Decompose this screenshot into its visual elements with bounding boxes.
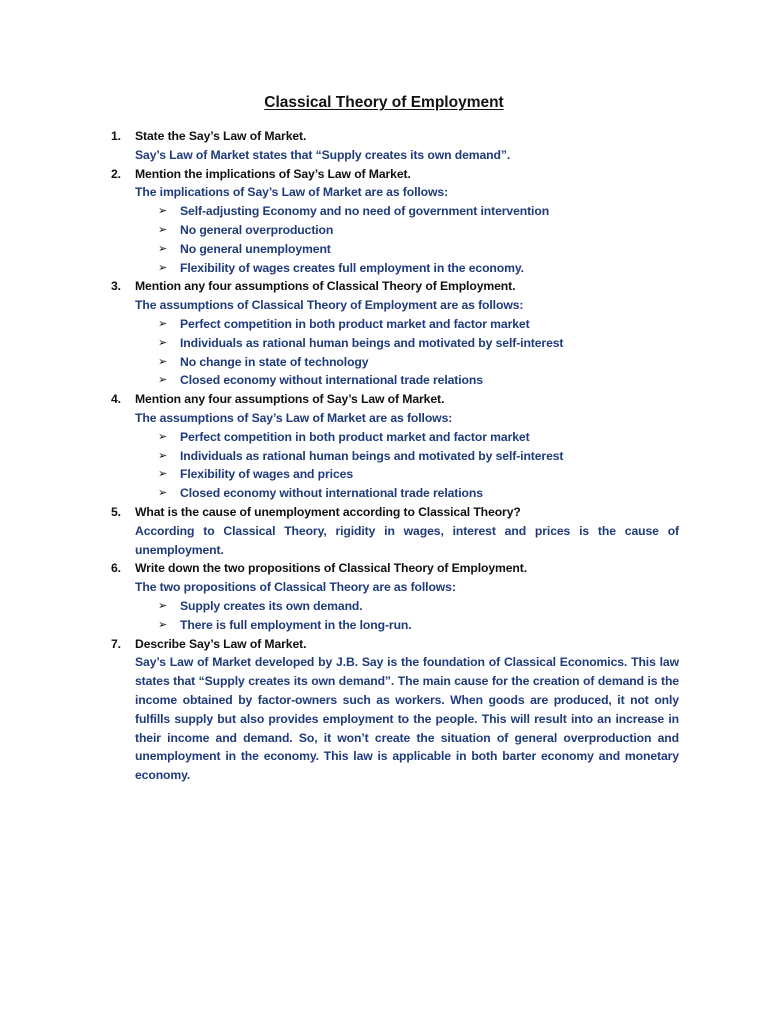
answer-text: The two propositions of Classical Theory are as follows:: [135, 580, 456, 595]
arrow-bullet-icon: ➢: [158, 354, 168, 368]
answer-text: Say’s Law of Market states that “Supply creates its own demand”.: [135, 147, 511, 162]
bullet-text: Closed economy without international trade relations: [180, 486, 483, 501]
bullet-item: [109, 371, 679, 390]
question: [109, 165, 679, 184]
question-item: [109, 503, 679, 559]
bullet-text: Perfect competition in both product market and factor market: [180, 429, 530, 444]
question: [109, 503, 679, 522]
bullet-item: [109, 240, 679, 259]
document-title: [0, 94, 768, 112]
question: [109, 127, 679, 146]
bullet-text: Individuals as rational human beings and motivated by self-interest: [180, 335, 564, 350]
arrow-bullet-icon: ➢: [158, 467, 168, 481]
arrow-bullet-icon: ➢: [158, 448, 168, 462]
question-text: Write down the two propositions of Classical Theory of Employment.: [135, 561, 528, 576]
bullet-item: [109, 315, 679, 334]
bullet-item: [109, 353, 679, 372]
question-text: Mention the implications of Say’s Law of Market.: [135, 166, 411, 181]
answer-text: The assumptions of Say’s Law of Market are as follows:: [135, 410, 453, 425]
bullet-item: [109, 259, 679, 278]
question-text: Describe Say’s Law of Market.: [135, 636, 307, 651]
bullet-item: [109, 202, 679, 221]
question-number: 5.: [111, 504, 121, 519]
question-item: [109, 165, 679, 278]
question: [109, 390, 679, 409]
arrow-bullet-icon: ➢: [158, 204, 168, 218]
bullet-text: There is full employment in the long-run.: [180, 617, 412, 632]
bullet-text: Flexibility of wages and prices: [180, 467, 353, 482]
question-number: 2.: [111, 166, 121, 181]
bullet-text: Flexibility of wages creates full employment in the economy.: [180, 260, 524, 275]
question-text: What is the cause of unemployment according to Classical Theory?: [135, 504, 521, 519]
arrow-bullet-icon: ➢: [158, 429, 168, 443]
arrow-bullet-icon: ➢: [158, 335, 168, 349]
question-item: [109, 277, 679, 390]
answer-text: The implications of Say’s Law of Market are as follows:: [135, 185, 449, 200]
question-number: 3.: [111, 279, 121, 294]
answer-text: Say’s Law of Market developed by J.B. Say is the foundation of Classical Economics. This law states that “Supply creates its own demand”. The main cause for the creation of demand is the income obtained by factor-owners such as workers. When goods are produced, it not only fulfills supply but also provides employment to the people. This will result into an increase in their income and demand. So, it won’t create the situation of general overproduction and unemployment in the economy. This law is applicable in both barter economy and monetary economy.: [135, 655, 679, 783]
arrow-bullet-icon: ➢: [158, 598, 168, 612]
answer-text: The assumptions of Classical Theory of Employment are as follows:: [135, 298, 524, 313]
question-list: [109, 127, 679, 785]
question-item: [109, 635, 679, 785]
bullet-text: No general unemployment: [180, 241, 331, 256]
arrow-bullet-icon: ➢: [158, 241, 168, 255]
question-item: [109, 559, 679, 634]
bullet-item: [109, 484, 679, 503]
bullet-item: [109, 465, 679, 484]
bullet-text: Supply creates its own demand.: [180, 598, 363, 613]
answer-text: According to Classical Theory, rigidity in wages, interest and prices is the cause of unemployment.: [135, 523, 679, 557]
question-text: State the Say’s Law of Market.: [135, 129, 307, 143]
bullet-item: [109, 221, 679, 240]
question-number: 6.: [111, 561, 121, 576]
question: [109, 635, 679, 654]
question: [109, 277, 679, 296]
arrow-bullet-icon: ➢: [158, 617, 168, 631]
bullet-item: [109, 428, 679, 447]
arrow-bullet-icon: ➢: [158, 373, 168, 387]
bullet-text: Self-adjusting Economy and no need of government intervention: [180, 204, 550, 219]
bullet-item: [109, 334, 679, 353]
bullet-item: [109, 447, 679, 466]
document-title-text: Classical Theory of Employment: [264, 94, 504, 111]
question-item: [109, 390, 679, 503]
bullet-item: [109, 597, 679, 616]
question-text: Mention any four assumptions of Say’s Law of Market.: [135, 392, 445, 407]
arrow-bullet-icon: ➢: [158, 486, 168, 500]
bullet-text: No change in state of technology: [180, 354, 369, 369]
arrow-bullet-icon: ➢: [158, 260, 168, 274]
question-number: 4.: [111, 392, 121, 407]
bullet-text: Closed economy without international trade relations: [180, 373, 483, 388]
question: [109, 559, 679, 578]
arrow-bullet-icon: ➢: [158, 222, 168, 236]
bullet-text: Individuals as rational human beings and motivated by self-interest: [180, 448, 564, 463]
bullet-text: Perfect competition in both product market and factor market: [180, 316, 530, 331]
question-text: Mention any four assumptions of Classical Theory of Employment.: [135, 279, 516, 294]
question-number: 1.: [111, 129, 121, 143]
bullet-text: No general overproduction: [180, 222, 334, 237]
bullet-item: [109, 616, 679, 635]
arrow-bullet-icon: ➢: [158, 316, 168, 330]
question-item: [109, 127, 679, 165]
question-number: 7.: [111, 636, 121, 651]
